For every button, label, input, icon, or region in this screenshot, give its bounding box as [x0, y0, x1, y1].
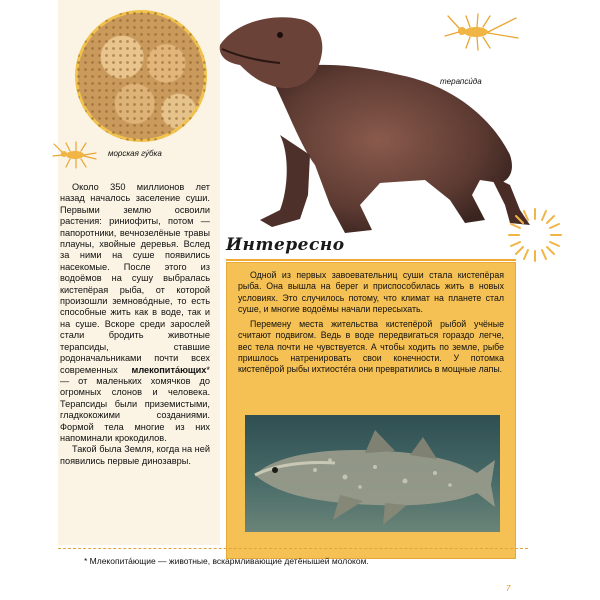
interesting-title: Интересно	[226, 235, 345, 255]
main-paragraph-2: Такой была Земля, когда на ней появились первые динозавры.	[60, 444, 210, 466]
mammals-term: млекопита́ющих	[131, 364, 207, 375]
footnote: * Млекопита́ющие — животные, вскармливающие детёнышей молоком.	[84, 556, 369, 566]
title-underline	[226, 259, 516, 261]
therapsid-caption: терапси́да	[440, 77, 482, 86]
interesting-paragraph-2: Перемену места жительства кистепёрой рыбой учёные считают подвигом. Ведь в воде передвигаться гораздо легче, вес тела почти не чувствуется. А чтобы ходить по земле, рыбе пришлось натренировать свои конечности. У потомка кистепёрой рыбы ихтиосте́га они превратились в мощные лапы.	[238, 319, 504, 375]
main-article-text	[60, 182, 210, 467]
coelacanth-photo	[245, 415, 500, 532]
insect-icon	[440, 8, 520, 53]
interesting-text	[238, 270, 504, 380]
coelacanth-illustration	[245, 415, 500, 532]
interesting-paragraph-1: Одной из первых завоевательниц суши стала кистепёрая рыба. Она вышла на берег и приспособилась жить в новых условиях. Это случилось потому, что климат на планете стал суше, и многие водоёмы начали пересыхать.	[238, 270, 504, 314]
sponge-caption: морская гу́бка	[108, 149, 162, 158]
main-paragraph-1: Около 350 миллионов лет назад началось заселение суши. Первыми землю освоили растения: риниофиты, потом — папоротники, вечнозелёные травы плауны, хвойные деревья. Вслед за ними на суше появились насекомые. После этого из водоёмов на сушу выбралась кистепёрая рыба, от которой произошли земново́дные, то есть способные жить как в воде, так и на суше. Вскоре среди зарослей стали бродить животные терапсиды, ставшие родоначальниками почти всех современных млекопита́ющих* — от маленьких хомячков до огромных слонов и человека. Терапсиды были приземистыми, гладкокожими созданиями. Формой тела многие из них напоминали крокодилов.	[60, 182, 210, 443]
sponge-texture	[75, 10, 207, 142]
page-number: 7	[506, 584, 511, 593]
sunburst-icon	[505, 205, 565, 265]
insect-icon	[52, 140, 98, 170]
footnote-divider	[58, 548, 528, 549]
